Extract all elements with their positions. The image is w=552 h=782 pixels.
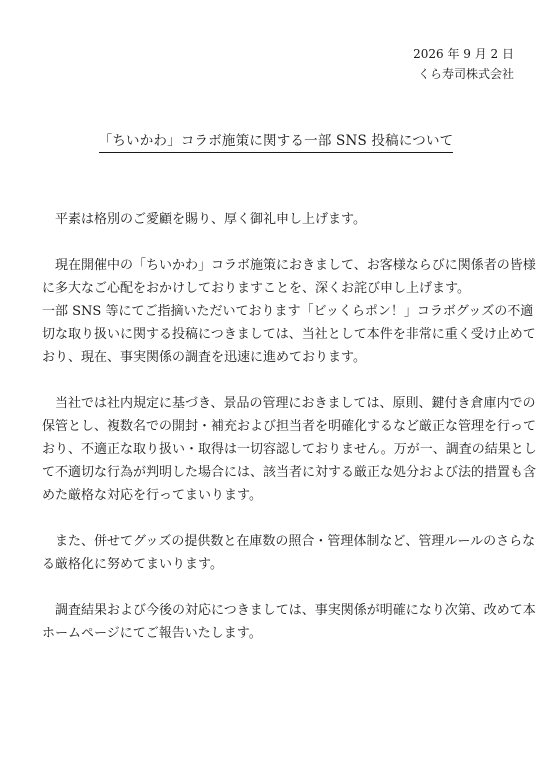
paragraph-line: る厳格化に努めてまいります。: [42, 557, 223, 572]
paragraph-line: 現在開催中の「ちいかわ」コラボ施策におきまして、お客様ならびに関係者の皆様: [42, 258, 536, 273]
paragraph-line: めた厳格な対応を行ってまいります。: [42, 488, 262, 503]
paragraph-management: [42, 392, 537, 507]
paragraph-line: ホームページにてご報告いたします。: [42, 626, 262, 641]
company-name: くら寿司株式会社: [417, 67, 514, 81]
paragraph-line: に多大なご心配をおかけしておりますことを、深くお詫び申し上げます。: [42, 281, 470, 296]
paragraph-line: また、併せてグッズの提供数と在庫数の照合・管理体制など、管理ルールのさらな: [42, 534, 536, 549]
paragraph-apology: [42, 254, 536, 369]
paragraph-line: て不適切な行為が判明した場合には、該当者に対する厳正な処分および法的措置も含: [42, 465, 537, 480]
document-body: [42, 208, 537, 645]
paragraph-line: 当社では社内規定に基づき、景品の管理におきましては、原則、鍵付き倉庫内での: [42, 396, 536, 411]
paragraph-greeting: [42, 208, 518, 231]
document-header: [413, 44, 514, 84]
paragraph-line: 調査結果および今後の対応につきましては、事実関係が明確になり次第、改めて本: [42, 603, 536, 618]
paragraph-line: 保管とし、複数名での開封・補充および担当者を明確化するなど厳正な管理を行って: [42, 419, 537, 434]
title-container: [0, 130, 552, 153]
paragraph-line: 平素は格別のご愛顧を賜り、厚く御礼申し上げます。: [42, 212, 366, 227]
document-title: 「ちいかわ」コラボ施策に関する一部 SNS 投稿について: [99, 131, 454, 153]
issue-date: 2026 年 9 月 2 日: [413, 47, 514, 61]
paragraph-line: おり、不適正な取り扱い・取得は一切容認しておりません。万が一、調査の結果とし: [42, 442, 537, 457]
paragraph-line: 一部 SNS 等にてご指摘いただいております「ビッくらポン！」コラボグッズの不適: [42, 304, 534, 319]
paragraph-report: [42, 599, 536, 645]
paragraph-line: 切な取り扱いに関する投稿につきましては、当社として本件を非常に重く受け止めて: [42, 327, 536, 342]
paragraph-rules: [42, 530, 536, 576]
paragraph-line: おり、現在、事実関係の調査を迅速に進めております。: [42, 350, 366, 365]
